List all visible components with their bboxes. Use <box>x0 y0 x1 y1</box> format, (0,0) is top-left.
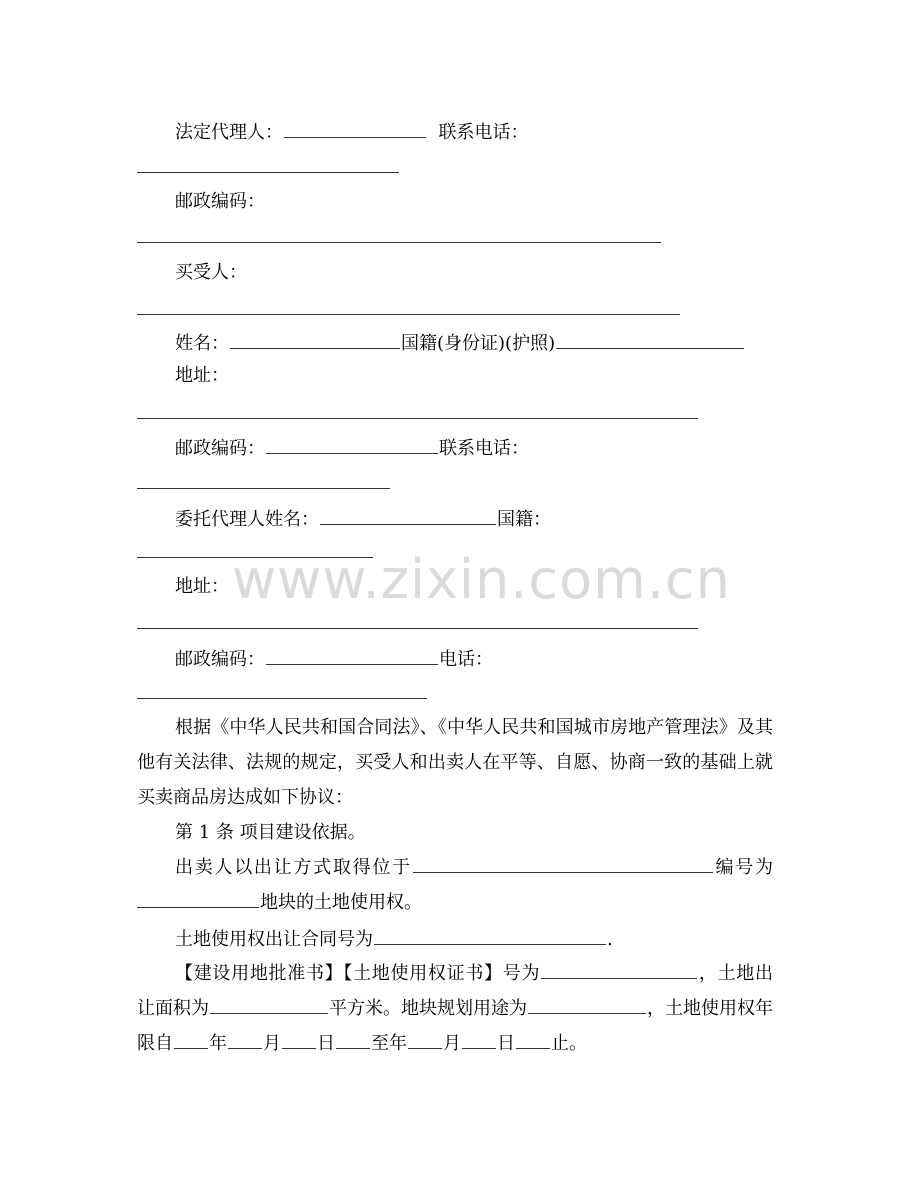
approval-month-2: 月 <box>443 1033 461 1054</box>
approval-day-1: 日 <box>317 1033 335 1054</box>
phone-label-2: 联系电话： <box>439 438 529 459</box>
start-month-blank <box>228 1030 262 1049</box>
contract-number-text-b: . <box>607 929 613 950</box>
approval-text-a: 【建设用地批准书】【土地使用权证书】号为 <box>175 963 541 984</box>
approval-paragraph <box>137 956 773 1061</box>
postal-phone-line-3 <box>175 646 493 672</box>
phone-blank-line-3 <box>137 698 427 699</box>
address-line-1 <box>175 364 229 388</box>
postal-line-1 <box>175 190 265 214</box>
land-area-blank <box>210 995 328 1014</box>
name-blank <box>230 330 400 349</box>
contract-number-text-a: 土地使用权出让合同号为 <box>175 929 373 950</box>
seller-land-paragraph <box>137 850 773 920</box>
approval-end: 止。 <box>551 1033 587 1054</box>
address-blank-line-2 <box>137 628 698 629</box>
legal-rep-blank <box>284 119 426 138</box>
postal-label-2: 邮政编码： <box>175 438 265 459</box>
phone-blank-line-2 <box>137 488 390 489</box>
legal-rep-phone-label: 联系电话： <box>438 122 529 143</box>
seller-land-text-c: 地块的土地使用权。 <box>260 892 422 913</box>
intro-paragraph: 根据《中华人民共和国合同法》、《中华人民共和国城市房地产管理法》及其他有关法律、法规的规定，买受人和出卖人在平等、自愿、协商一致的基础上就买卖商品房达成如下协议： <box>137 717 773 808</box>
approval-text-d: ，土地使用权年限自 <box>137 998 773 1054</box>
agent-line <box>175 506 551 532</box>
nationality-id-blank <box>556 330 744 349</box>
address-label-1: 地址： <box>175 365 229 386</box>
seller-land-text-b: 编号为 <box>713 857 774 878</box>
approval-year-1: 年 <box>209 1033 227 1054</box>
phone-label-3: 电话： <box>439 649 493 670</box>
buyer-label: 买受人： <box>175 262 247 283</box>
approval-text-c: 平方米。地块规划用途为 <box>329 998 527 1019</box>
watermark: www.zixin.com.cn <box>232 548 731 611</box>
address-label-2: 地址： <box>175 576 229 597</box>
name-line <box>175 330 745 356</box>
end-year-blank <box>336 1030 370 1049</box>
end-day-blank <box>462 1030 496 1049</box>
land-number-blank <box>137 889 259 908</box>
postal-label-1: 邮政编码： <box>175 191 265 212</box>
article-1-title: 第 1 条 项目建设依据。 <box>175 822 366 843</box>
postal-blank-line-1 <box>137 242 661 243</box>
postal-blank-2 <box>266 435 438 454</box>
buyer-line <box>175 261 247 285</box>
agent-name-blank <box>320 506 496 525</box>
phone-blank-line <box>137 172 399 173</box>
approval-number-blank <box>541 960 697 979</box>
contract-number-blank <box>374 926 606 945</box>
buyer-blank-line <box>137 314 680 315</box>
postal-blank-3 <box>266 646 438 665</box>
name-label: 姓名： <box>175 333 229 354</box>
approval-day-2: 日 <box>497 1033 515 1054</box>
agent-nationality-label: 国籍： <box>497 509 551 530</box>
address-line-2 <box>175 575 229 599</box>
approval-to: 至年 <box>371 1033 407 1054</box>
legal-rep-line <box>175 119 528 145</box>
postal-phone-line-2 <box>175 435 529 461</box>
end-month-blank <box>408 1030 442 1049</box>
agent-name-label: 委托代理人姓名： <box>175 509 319 530</box>
start-year-blank <box>174 1030 208 1049</box>
nationality-id-label: 国籍(身份证)(护照) <box>401 333 556 354</box>
postal-label-3: 邮政编码： <box>175 649 265 670</box>
land-location-blank <box>413 854 713 873</box>
land-use-blank <box>528 995 646 1014</box>
approval-text-b: ，土地出让面积为 <box>137 963 774 1019</box>
legal-rep-label: 法定代理人： <box>175 122 283 143</box>
start-day-blank <box>282 1030 316 1049</box>
address-blank-line-1 <box>137 418 698 419</box>
end-final-blank <box>516 1030 550 1049</box>
seller-land-text-a: 出卖人以出让方式取得位于 <box>175 857 412 878</box>
contract-number-paragraph <box>137 922 773 957</box>
approval-month-1: 月 <box>263 1033 281 1054</box>
